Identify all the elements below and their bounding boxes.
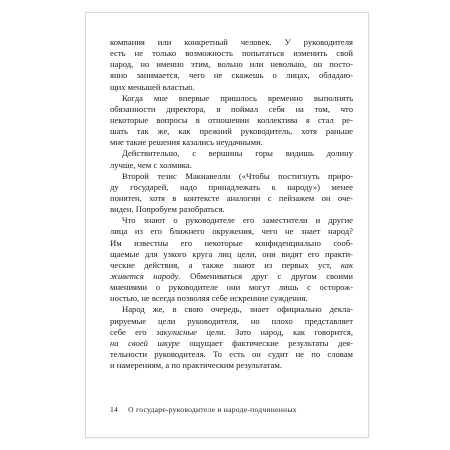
text-line xyxy=(110,327,353,338)
text-line xyxy=(110,82,353,93)
page-footer xyxy=(110,405,353,414)
text-line xyxy=(110,193,353,204)
text-segment: виден. Попробуем разобраться. xyxy=(110,204,225,215)
text-line xyxy=(110,282,353,293)
text-line xyxy=(110,238,353,249)
text-line xyxy=(110,349,353,360)
text-segment: Когда мне впервые пришлось временно выполнять xyxy=(122,92,353,103)
text-segment: и намерениям, а по практическим результатам. xyxy=(110,360,283,371)
text-segment: лица из его ближнего окружения, чего не знает народ? xyxy=(110,226,353,237)
text-segment: шать так же, как прежний руководитель, хотя раньше xyxy=(110,126,353,137)
text-segment: понятен, хотя в контексте аналогии с пейзажем он оче- xyxy=(110,192,353,203)
text-segment: Второй тезис Макиавелли («Чтобы постигнуть приро- xyxy=(122,170,353,181)
text-line xyxy=(110,360,353,371)
text-segment: щих меньшей властью. xyxy=(110,81,195,92)
italic-text: живется народу xyxy=(110,270,179,281)
italic-text: закулисные xyxy=(155,326,197,337)
text-line xyxy=(110,226,353,237)
text-line xyxy=(110,338,353,349)
text-segment: янно занимается, чего не скажешь о лицах, обладаю- xyxy=(110,70,353,81)
text-segment: народ, но именно этим, вольно или невольно, он посто- xyxy=(110,59,353,70)
page-number: 14 xyxy=(110,405,119,414)
text-segment: . Обмениваться друг с другом своими xyxy=(178,270,353,281)
text-line xyxy=(110,59,353,70)
book-page xyxy=(85,12,369,438)
text-line xyxy=(110,260,353,271)
text-segment: ощущает фактические результаты дея- xyxy=(179,337,353,348)
text-segment: себе его xyxy=(110,326,156,337)
text-segment: ностью, не всегда позволяя себе искренние суждения. xyxy=(110,293,308,304)
text-segment: лучше, чем с холмика. xyxy=(110,159,192,170)
text-line xyxy=(110,182,353,193)
text-line xyxy=(110,316,353,327)
text-line xyxy=(110,137,353,148)
text-line xyxy=(110,160,353,171)
text-line xyxy=(110,37,353,48)
text-segment: Что знают о руководителе его заместители и другие xyxy=(122,215,353,226)
text-segment: Народ же, в свою очередь, знает официально декла- xyxy=(122,304,353,315)
text-line xyxy=(110,271,353,282)
text-segment: некоторые вопросы в отношении коллектива я стал ре- xyxy=(110,114,353,125)
text-line xyxy=(110,48,353,59)
text-line xyxy=(110,249,353,260)
text-segment: мне такие решения казались неудачными. xyxy=(110,137,263,148)
text-segment: Им известны его некоторые конфиденциально сооб- xyxy=(110,237,353,248)
text-line xyxy=(110,293,353,304)
text-line xyxy=(110,70,353,81)
text-line xyxy=(110,204,353,215)
text-segment: рируемые цели руководителя, но плохо представляет xyxy=(110,315,353,326)
text-line xyxy=(110,104,353,115)
text-line xyxy=(110,93,353,104)
running-title: О государе-руководителе и народе-подчиненных xyxy=(128,405,297,414)
text-segment: ческие действия, а также знают из первых уст, xyxy=(110,259,341,270)
text-segment: мнениями о руководителе они могут лишь с осторож- xyxy=(110,282,353,293)
italic-text: как xyxy=(340,259,353,270)
text-segment: цели. Зато народ, как говорится, xyxy=(196,326,353,337)
text-line xyxy=(110,148,353,159)
text-segment: щаемые для узкого круга лиц цели, они видят его практи- xyxy=(110,248,353,259)
text-segment: тельности руководителя. То есть он судит не по словам xyxy=(110,348,353,359)
text-line xyxy=(110,171,353,182)
text-segment: компания или конкретный человек. У руководителя xyxy=(110,37,353,47)
italic-text: на своей шкуре xyxy=(110,337,180,348)
text-line xyxy=(110,215,353,226)
text-line xyxy=(110,115,353,126)
text-line xyxy=(110,304,353,315)
text-segment: есть не только возможность попытаться изменить свой xyxy=(110,48,353,59)
text-segment: ду государей, надо принадлежать к народу») менее xyxy=(110,181,353,192)
body-text xyxy=(110,37,353,371)
text-segment: обязанности директора, я поймал себя на том, что xyxy=(110,103,353,114)
text-segment: Действительно, с вершины горы видишь долину xyxy=(122,148,353,159)
text-line xyxy=(110,126,353,137)
